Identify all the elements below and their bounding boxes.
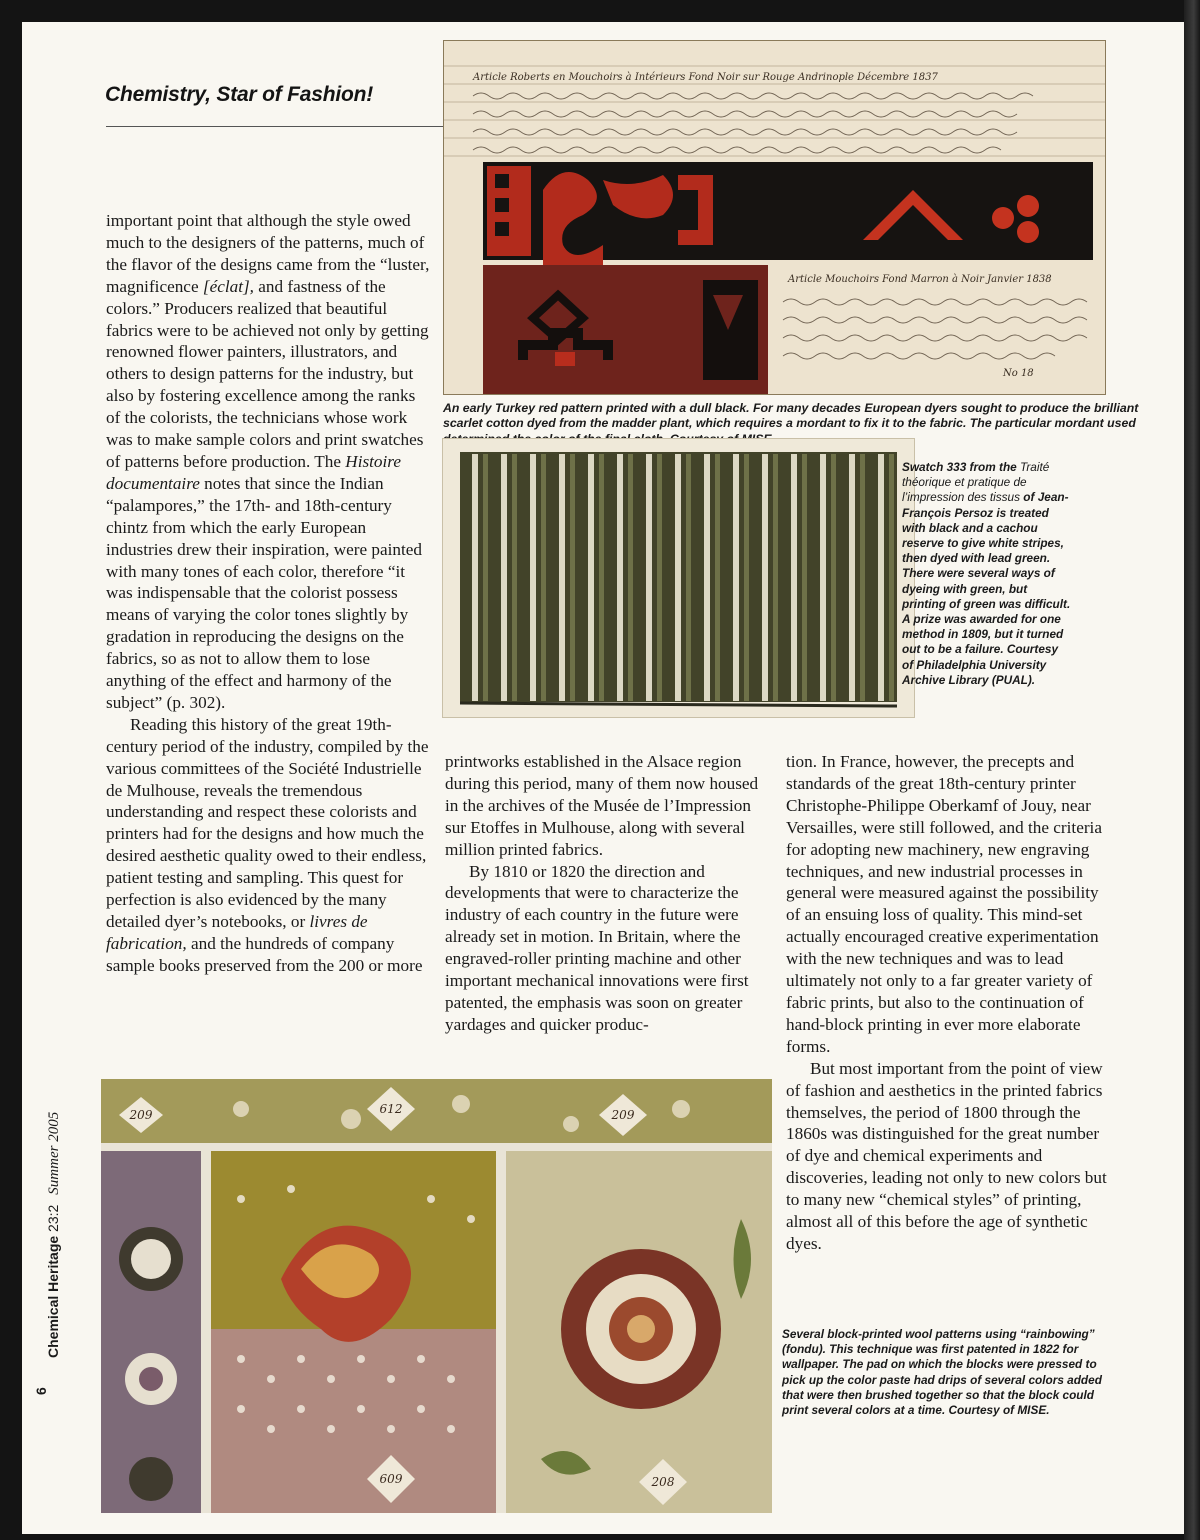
ledger-text-top: Article Roberts en Mouchoirs à Intérieurs Fond Noir sur Rouge Andrinople Décembre 1837	[473, 72, 938, 83]
paragraph: Reading this history of the great 19th-century period of the industry, compiled by the various committees of the Société Industrielle de Mulhouse, reveals the tremendous understanding and respect these colorists and printers had for the designs and how much the desired aesthetic quality owed to their endless, patient testing and sampling. This quest for perfection is also evidenced by the many detailed dyer’s notebooks, or livres de fabrication, and the hundreds of company sample books preserved from the 200 or more	[106, 714, 429, 975]
wool-label: 208	[651, 1475, 675, 1489]
paragraph: But most important from the point of view of fashion and aesthetics in the printed fabrics themselves, the period of 1800 through the 1860s was distinguished for the great number of dye and chemical experiments and discoveries, leading not only to new colors but to many new “chemical styles” of printing, almost all of this before the age of synthetic dyes.	[786, 1058, 1107, 1253]
page-edge-shadow	[1184, 0, 1200, 1540]
header-rule	[106, 104, 446, 127]
text-column-3	[786, 751, 1111, 1255]
paragraph: printworks established in the Alsace region during this period, many of them now housed in the archives of the Musée de l’Impression sur Etoffes in Mulhouse, along with several million printed fabrics.	[445, 752, 759, 859]
rainbow-wool-patterns-image	[101, 1079, 772, 1513]
section-header: Chemistry, Star of Fashion!	[105, 83, 374, 106]
wool-label: 609	[379, 1472, 403, 1486]
ledger-number: No 18	[1003, 368, 1034, 379]
wool-label: 209	[129, 1108, 153, 1122]
paragraph: By 1810 or 1820 the direction and developments that were to characterize the industry of each country in the future were already set in motion. In Britain, where the engraved-roller printing machine and other important mechanical innovations were first patented, the emphasis was soon on greater yardages and quicker produc-	[445, 861, 749, 1034]
text-column-1	[106, 210, 431, 977]
caption-swatch-333: Swatch 333 from the Traité théorique et pratique de l’impression des tissus of Jean-François Persoz is treated with black and a cachou reserve to give white stripes, then dyed with lead green. There were several ways of dyeing with green, but printing of green was difficult. A prize was awarded for one method in 1809, but it turned out to be a failure. Courtesy of Philadelphia University Archive Library (PUAL).	[902, 460, 1071, 687]
wool-label: 612	[379, 1102, 403, 1116]
striped-swatch-image	[442, 438, 915, 718]
paragraph: important point that although the style owed much to the designers of the patterns, much of the flavor of the designs came from the “luster, magnificence [éclat], and fastness of the colors.” Producers realized that beautiful fabrics were to be achieved not only by getting renowned flower painters, illustrators, and others to design patterns for the industry, but also by fostering excellence among the ranks of the colorists, the technicians whose work was to make sample colors and print swatches of patterns before production. The Histoire documentaire notes that since the Indian “palampores,” the 17th- and 18th-century chintz from which the early European industries drew their inspiration, were painted with many tones of each color, therefore “it was indispensable that the colorist possess means of varying the color tones slightly by gradation in reproducing the designs on the fabrics, so as not to allow them to lose anything of the effect and harmony of the subject” (p. 302).	[106, 211, 430, 712]
page-number: 6	[33, 1387, 49, 1395]
ledger-text-bottom: Article Mouchoirs Fond Marron à Noir Janvier 1838	[788, 274, 1052, 285]
text-column-2	[445, 751, 770, 1036]
paragraph: tion. In France, however, the precepts and standards of the great 18th-century printer Christophe-Philippe Oberkamf of Jouy, near Versailles, were still followed, and the criteria for adopting new machinery, new engraving techniques, and new industrial processes in general were measured against the possibility of an ensuing loss of quality. This mind-set actually encouraged creative experimentation with the new techniques and was to lead ultimately not only to a far greater variety of fabric prints, but also to the continuation of hand-block printing in ever more elaborate forms.	[786, 752, 1102, 1056]
caption-rainbowing: Several block-printed wool patterns using “rainbowing” (fondu). This technique was first patented in 1822 for wallpaper. The pad on which the blocks were pressed to pick up the color paste had drips of several colors added that were then brushed together so that the block could print several colors at a time. Courtesy of MISE.	[782, 1327, 1102, 1418]
folio-publication: Chemical Heritage 23:2Summer 2005	[45, 1111, 62, 1358]
caption-turkey-red: An early Turkey red pattern printed with a dull black. For many decades European dyers sought to produce the brilliant scarlet cotton dyed from the madder plant, which requires a mordant to fix it to the fabric. The particular mordant used	[443, 401, 1139, 431]
wool-label: 209	[611, 1108, 635, 1122]
turkey-red-ledger-image	[443, 40, 1106, 395]
